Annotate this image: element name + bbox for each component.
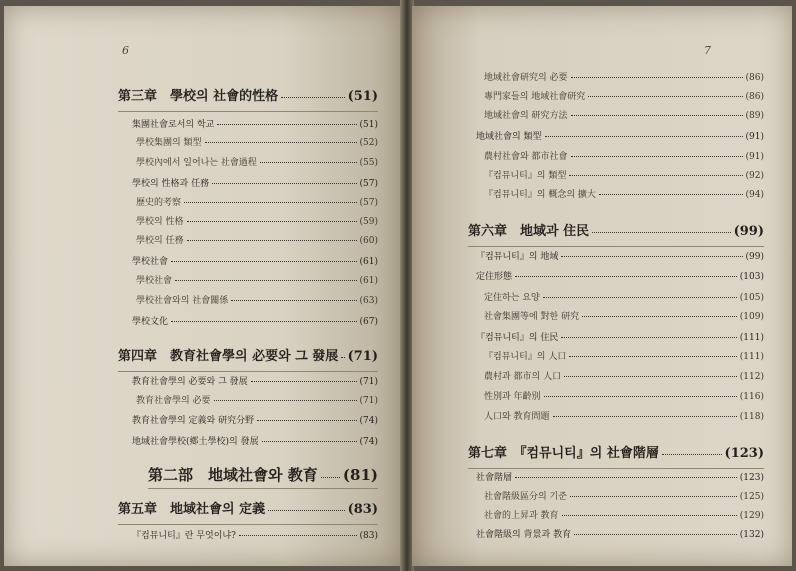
toc-entry-chapter [118, 349, 378, 365]
toc-entry-title: 學校社會 [132, 257, 169, 267]
toc-entry-title: 第五章 地域社會의 定義 [118, 502, 266, 517]
toc-entry-title: 集團社會로서의 학교 [132, 120, 215, 130]
toc-entry-page: (116) [739, 392, 764, 402]
toc-entry-sub [484, 189, 764, 201]
dot-leader [564, 375, 737, 377]
toc-entry-section [132, 530, 378, 542]
toc-entry-page: (67) [359, 317, 378, 327]
dot-leader [543, 296, 737, 298]
toc-entry-page: (57) [359, 198, 378, 208]
toc-entry-sub [484, 110, 764, 122]
toc-entry-sub [484, 391, 764, 403]
toc-entry-page: (103) [739, 272, 764, 282]
toc-entry-section [476, 332, 764, 344]
toc-entry-title: 學校集團의 類型 [136, 138, 202, 148]
toc-entry-page: (60) [359, 236, 378, 246]
dot-leader [187, 239, 357, 241]
toc-entry-page: (86) [745, 73, 764, 83]
toc-entry-page: (71) [359, 377, 378, 387]
dot-leader [570, 495, 737, 497]
chapter-divider [118, 371, 378, 372]
dot-leader [561, 255, 742, 257]
toc-entry-page: (57) [359, 179, 378, 189]
toc-entry-page: (99) [733, 224, 764, 239]
toc-entry-title: 歷史的考察 [136, 198, 182, 208]
toc-entry-title: 第三章 學校의 社會的性格 [118, 89, 279, 104]
toc-entry-sub [484, 411, 764, 423]
toc-entry-section [132, 178, 378, 190]
toc-entry-page: (61) [359, 257, 378, 267]
toc-entry-sub [484, 371, 764, 383]
toc-entry-title: 『컴뮤니티』의 人口 [484, 352, 567, 362]
toc-entry-page: (118) [739, 412, 764, 422]
toc-entry-title: 學校의 任務 [136, 236, 184, 246]
toc-entry-section [476, 271, 764, 283]
toc-entry-page: (81) [342, 466, 378, 484]
dot-leader [588, 95, 742, 97]
dot-leader [562, 514, 737, 516]
toc-entry-page: (52) [359, 138, 378, 148]
toc-entry-title: 『컴뮤니티』의 住民 [476, 333, 559, 343]
toc-entry-page: (59) [359, 217, 378, 227]
dot-leader [187, 220, 357, 222]
dot-leader [662, 453, 722, 455]
toc-entry-section [476, 529, 764, 541]
toc-entry-title: 社會階級區分의 기준 [484, 492, 567, 502]
dot-leader [171, 320, 357, 322]
toc-entry-page: (92) [745, 171, 764, 181]
dot-leader [260, 161, 357, 163]
toc-entry-page: (91) [745, 152, 764, 162]
dot-leader [553, 415, 737, 417]
toc-entry-page: (129) [739, 511, 764, 521]
dot-leader [281, 96, 345, 98]
dot-leader [341, 356, 344, 358]
toc-entry-title: 地域社會研究의 必要 [484, 73, 568, 83]
toc-entry-title: 農村과 都市의 人口 [484, 372, 562, 382]
toc-entry-sub [484, 151, 764, 163]
dot-leader [321, 476, 340, 478]
toc-entry-title: 教育社會學의 必要 [136, 396, 211, 406]
dot-leader [571, 76, 743, 78]
toc-entry-page: (74) [359, 437, 378, 447]
dot-leader [569, 355, 736, 357]
toc-entry-title: 定住하는 요양 [484, 293, 540, 303]
toc-entry-chapter [468, 224, 764, 240]
toc-entry-page: (112) [739, 372, 764, 382]
dot-leader [205, 141, 357, 143]
toc-entry-page: (51) [347, 89, 378, 104]
toc-entry-page: (99) [745, 252, 764, 262]
toc-entry-page: (83) [347, 502, 378, 517]
toc-entry-page: (91) [745, 132, 764, 142]
toc-entry-page: (63) [359, 296, 378, 306]
toc-entry-section [476, 131, 764, 143]
dot-leader [231, 299, 356, 301]
dot-leader [239, 534, 357, 536]
toc-entry-title: 地域社會의 類型 [476, 132, 542, 142]
dot-leader [599, 193, 743, 195]
toc-entry-page: (55) [359, 158, 378, 168]
toc-entry-section [132, 256, 378, 268]
toc-entry-title: 『컴뮤니티』의 類型 [484, 171, 567, 181]
dot-leader [251, 380, 357, 382]
dot-leader [257, 419, 356, 421]
toc-entry-title: 『컴뮤니티』란 무엇이냐? [132, 531, 236, 541]
toc-entry-sub [484, 91, 764, 103]
dot-leader [569, 174, 742, 176]
toc-entry-page: (132) [739, 530, 764, 540]
toc-entry-title: 第四章 教育社會學의 必要와 그 發展 [118, 349, 339, 364]
toc-entry-page: (51) [359, 120, 378, 130]
toc-entry-title: 農村社會와 都市社會 [484, 152, 568, 162]
dot-leader [571, 114, 743, 116]
toc-entry-page: (71) [347, 349, 378, 364]
chapter-divider [468, 246, 764, 247]
toc-entry-title: 教育社會學의 定義와 研究分野 [132, 416, 255, 426]
toc-entry-title: 人口와 教育問題 [484, 412, 550, 422]
toc-entry-section [132, 119, 378, 131]
dot-leader [184, 201, 357, 203]
dot-leader [171, 260, 357, 262]
toc-entry-chapter [118, 502, 378, 518]
toc-entry-page: (61) [359, 276, 378, 286]
toc-entry-page: (74) [359, 416, 378, 426]
toc-entry-page: (111) [739, 352, 764, 362]
toc-entry-title: 學校社會 [136, 276, 173, 286]
dot-leader [574, 533, 737, 535]
toc-entry-page: (71) [359, 396, 378, 406]
toc-entry-section [132, 436, 378, 448]
toc-entry-title: 定住形態 [476, 272, 513, 282]
toc-entry-title: 『컴뮤니티』의 地域 [476, 252, 559, 262]
left-page [4, 6, 402, 566]
dot-leader [561, 336, 736, 338]
toc-entry-page: (123) [739, 473, 764, 483]
dot-leader [515, 476, 737, 478]
toc-entry-title: 學校社會와의 社會關係 [136, 296, 229, 306]
dot-leader [217, 123, 356, 125]
toc-entry-sub [484, 491, 764, 503]
dot-leader [545, 135, 743, 137]
toc-entry-section [476, 251, 764, 263]
toc-entry-page: (94) [745, 190, 764, 200]
chapter-divider [148, 488, 378, 489]
toc-entry-title: 第七章 『컴뮤니티』의 社會階層 [468, 446, 659, 461]
toc-entry-sub [484, 292, 764, 304]
toc-entry-title: 『컴뮤니티』의 概念의 擴大 [484, 190, 596, 200]
toc-entry-title: 學校의 性格과 任務 [132, 179, 210, 189]
toc-entry-sub [484, 170, 764, 182]
toc-entry-sub [136, 395, 378, 407]
chapter-divider [468, 468, 764, 469]
toc-entry-page: (89) [745, 111, 764, 121]
toc-entry-sub [136, 275, 378, 287]
right-page [412, 6, 792, 566]
toc-entry-page: (123) [724, 446, 764, 461]
toc-entry-title: 專門家들의 地域社會研究 [484, 92, 586, 102]
toc-entry-title: 地域社會學校(鄕土學校)의 發展 [132, 437, 259, 447]
toc-entry-sub [136, 137, 378, 149]
toc-entry-sub [136, 295, 378, 307]
toc-entry-sub [136, 157, 378, 169]
toc-entry-page: (109) [739, 312, 764, 322]
toc-entry-part [148, 466, 378, 484]
dot-leader [214, 399, 357, 401]
toc-entry-section [476, 472, 764, 484]
toc-entry-title: 第二部 地域社會와 教育 [148, 466, 318, 484]
toc-entry-title: 地域社會의 研究方法 [484, 111, 568, 121]
dot-leader [544, 395, 737, 397]
toc-entry-title: 社會階級의 背景과 教育 [476, 530, 572, 540]
dot-leader [262, 440, 357, 442]
toc-entry-page: (111) [739, 333, 764, 343]
toc-entry-sub [136, 197, 378, 209]
toc-entry-section [132, 415, 378, 427]
toc-entry-page: (83) [359, 531, 378, 541]
toc-entry-section [132, 376, 378, 388]
toc-entry-page: (86) [745, 92, 764, 102]
dot-leader [571, 155, 743, 157]
toc-entry-title: 學校內에서 일어나는 社會過程 [136, 158, 257, 168]
toc-entry-sub [484, 72, 764, 84]
toc-entry-sub [484, 510, 764, 522]
toc-entry-sub [484, 351, 764, 363]
dot-leader [175, 279, 357, 281]
dot-leader [268, 509, 345, 511]
dot-leader [515, 275, 737, 277]
toc-entry-title: 社會集團等에 對한 研究 [484, 312, 580, 322]
dot-leader [582, 315, 737, 317]
dot-leader [592, 231, 731, 233]
toc-entry-chapter [118, 89, 378, 105]
toc-entry-title: 教育社會學의 必要와 그 發展 [132, 377, 248, 387]
toc-entry-sub [136, 216, 378, 228]
toc-entry-section [132, 316, 378, 328]
toc-entry-title: 第六章 地域과 住民 [468, 224, 590, 239]
toc-entry-sub [136, 235, 378, 247]
page-number-right: 7 [704, 44, 711, 57]
toc-entry-title: 學校의 性格 [136, 217, 184, 227]
toc-entry-page: (125) [739, 492, 764, 502]
page-number-left: 6 [122, 44, 129, 57]
toc-entry-sub [484, 311, 764, 323]
toc-entry-title: 學校文化 [132, 317, 169, 327]
toc-entry-title: 社會的上昇과 教育 [484, 511, 559, 521]
toc-entry-title: 社會階層 [476, 473, 513, 483]
chapter-divider [118, 111, 378, 112]
toc-entry-title: 性別과 年齡別 [484, 392, 541, 402]
toc-entry-page: (105) [739, 293, 764, 303]
chapter-divider [118, 524, 378, 525]
toc-entry-chapter [468, 446, 764, 462]
dot-leader [212, 182, 356, 184]
